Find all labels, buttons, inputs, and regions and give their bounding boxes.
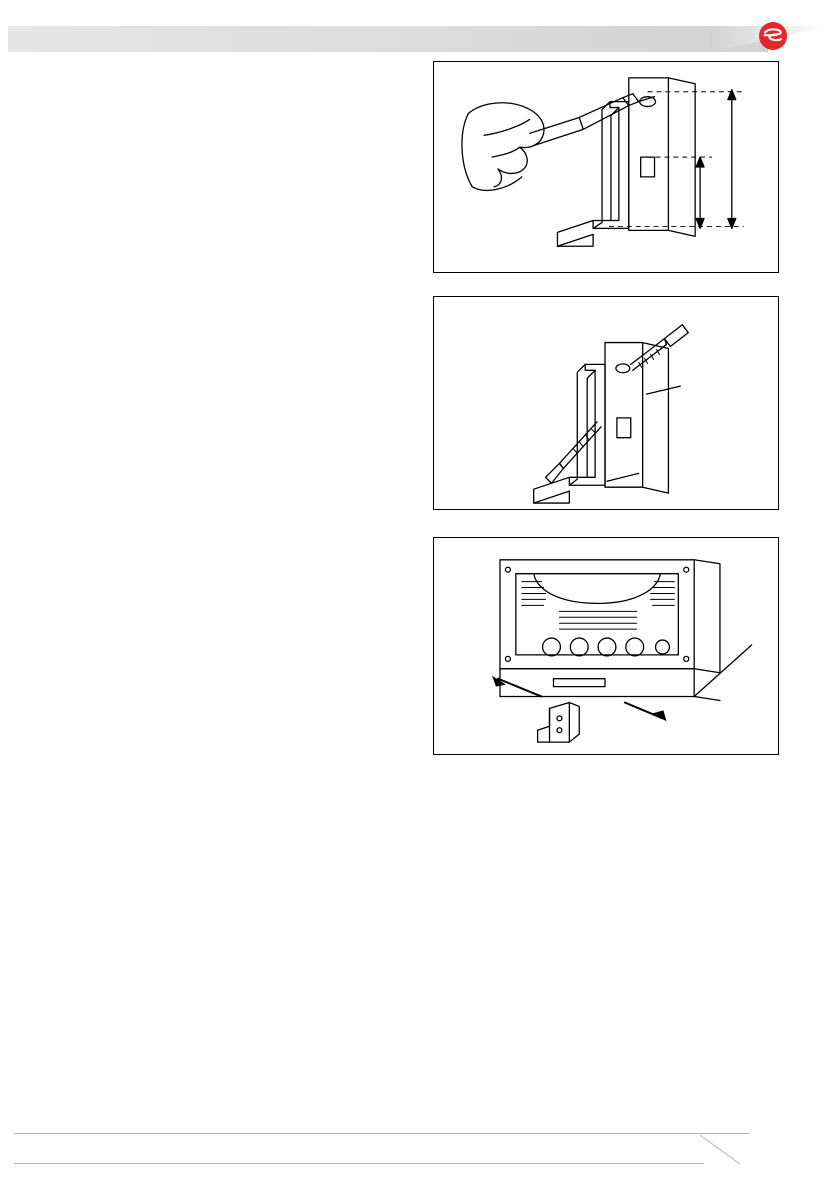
figure-bracket-screw-marking: [433, 61, 779, 273]
footer-rule-top: [14, 1133, 750, 1134]
footer-rule-bottom: [14, 1163, 704, 1164]
figure-bracket-fixing-screws: [433, 296, 779, 510]
figure-appliance-rear-bracket-fit: [433, 537, 779, 755]
header-band-fill: [8, 26, 768, 52]
footer-diagonal-line: [700, 1133, 752, 1164]
brand-logo-icon: [759, 22, 787, 50]
header-band: [0, 26, 839, 52]
footer-rule-diagonal: [700, 1133, 752, 1164]
